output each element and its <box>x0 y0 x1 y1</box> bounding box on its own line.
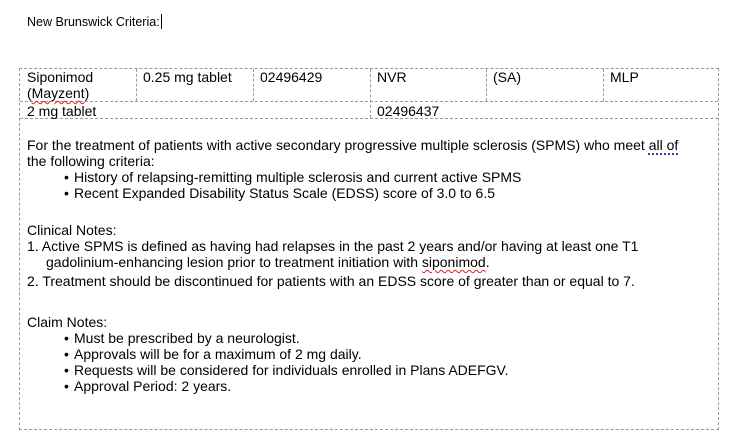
strength-cell-2: 2 mg tablet <box>27 103 97 119</box>
col-divider-4 <box>486 69 487 101</box>
clinical-note-1-flagged: siponimod <box>421 254 486 270</box>
col-divider-3 <box>370 69 371 118</box>
list-item: • History of relapsing-remitting multiple sclerosis and current active SPMS <box>64 169 717 185</box>
din-cell-2: 02496437 <box>377 103 440 119</box>
row-divider-2 <box>20 118 718 119</box>
clinical-note-1-line2 <box>27 254 490 270</box>
brand-name-text: Mayzent <box>31 85 85 101</box>
clinical-notes-section <box>27 222 717 289</box>
list-item: • Approval Period: 2 years. <box>64 378 717 394</box>
criteria-intro-flagged: all of <box>648 137 679 153</box>
row-divider-1 <box>20 101 718 102</box>
strength-cell-1: 0.25 mg tablet <box>143 69 232 85</box>
col-divider-1 <box>136 69 137 101</box>
criteria-list <box>27 169 717 201</box>
drug-generic-name: Siponimod <box>27 69 94 85</box>
clinical-notes-title: Clinical Notes: <box>27 222 117 238</box>
list-item: • Approvals will be for a maximum of 2 mg daily. <box>64 346 717 362</box>
drug-name-cell <box>27 69 93 101</box>
pricing-cell: MLP <box>610 69 639 85</box>
clinical-note-1-line2-text: gadolinium-enhancing lesion prior to treatment initiation with <box>46 254 422 270</box>
page-heading[interactable] <box>27 14 162 29</box>
criteria-intro <box>27 137 717 169</box>
manufacturer-cell: NVR <box>377 69 407 85</box>
criteria-section <box>27 137 717 201</box>
list-item: • Recent Expanded Disability Status Scale (EDSS) score of 3.0 to 6.5 <box>64 185 717 201</box>
clinical-note-2: 2. Treatment should be discontinued for patients with an EDSS score of greater than or equal to 7. <box>27 273 635 289</box>
clinical-note-1 <box>27 238 717 270</box>
claim-notes-section <box>27 314 717 394</box>
criteria-intro-end: the following criteria: <box>27 153 155 169</box>
criteria-intro-text: For the treatment of patients with active secondary progressive multiple sclerosis (SPMS) who meet <box>27 137 649 153</box>
heading-text: New Brunswick Criteria: <box>27 15 160 29</box>
drug-brand-name: (Mayzent) <box>27 85 90 101</box>
col-divider-5 <box>603 69 604 101</box>
clinical-note-1-period: . <box>485 254 490 270</box>
claim-notes-list <box>27 330 717 394</box>
list-item: • Requests will be considered for individuals enrolled in Plans ADEFGV. <box>64 362 717 378</box>
status-cell: (SA) <box>493 69 521 85</box>
list-item: • Must be prescribed by a neurologist. <box>64 330 717 346</box>
col-divider-2 <box>253 69 254 101</box>
text-caret <box>161 14 162 29</box>
claim-notes-title: Claim Notes: <box>27 314 108 330</box>
clinical-note-1-line1: 1. Active SPMS is defined as having had relapses in the past 2 years and/or having at least one T1 <box>27 238 639 254</box>
din-cell-1: 02496429 <box>260 69 323 85</box>
